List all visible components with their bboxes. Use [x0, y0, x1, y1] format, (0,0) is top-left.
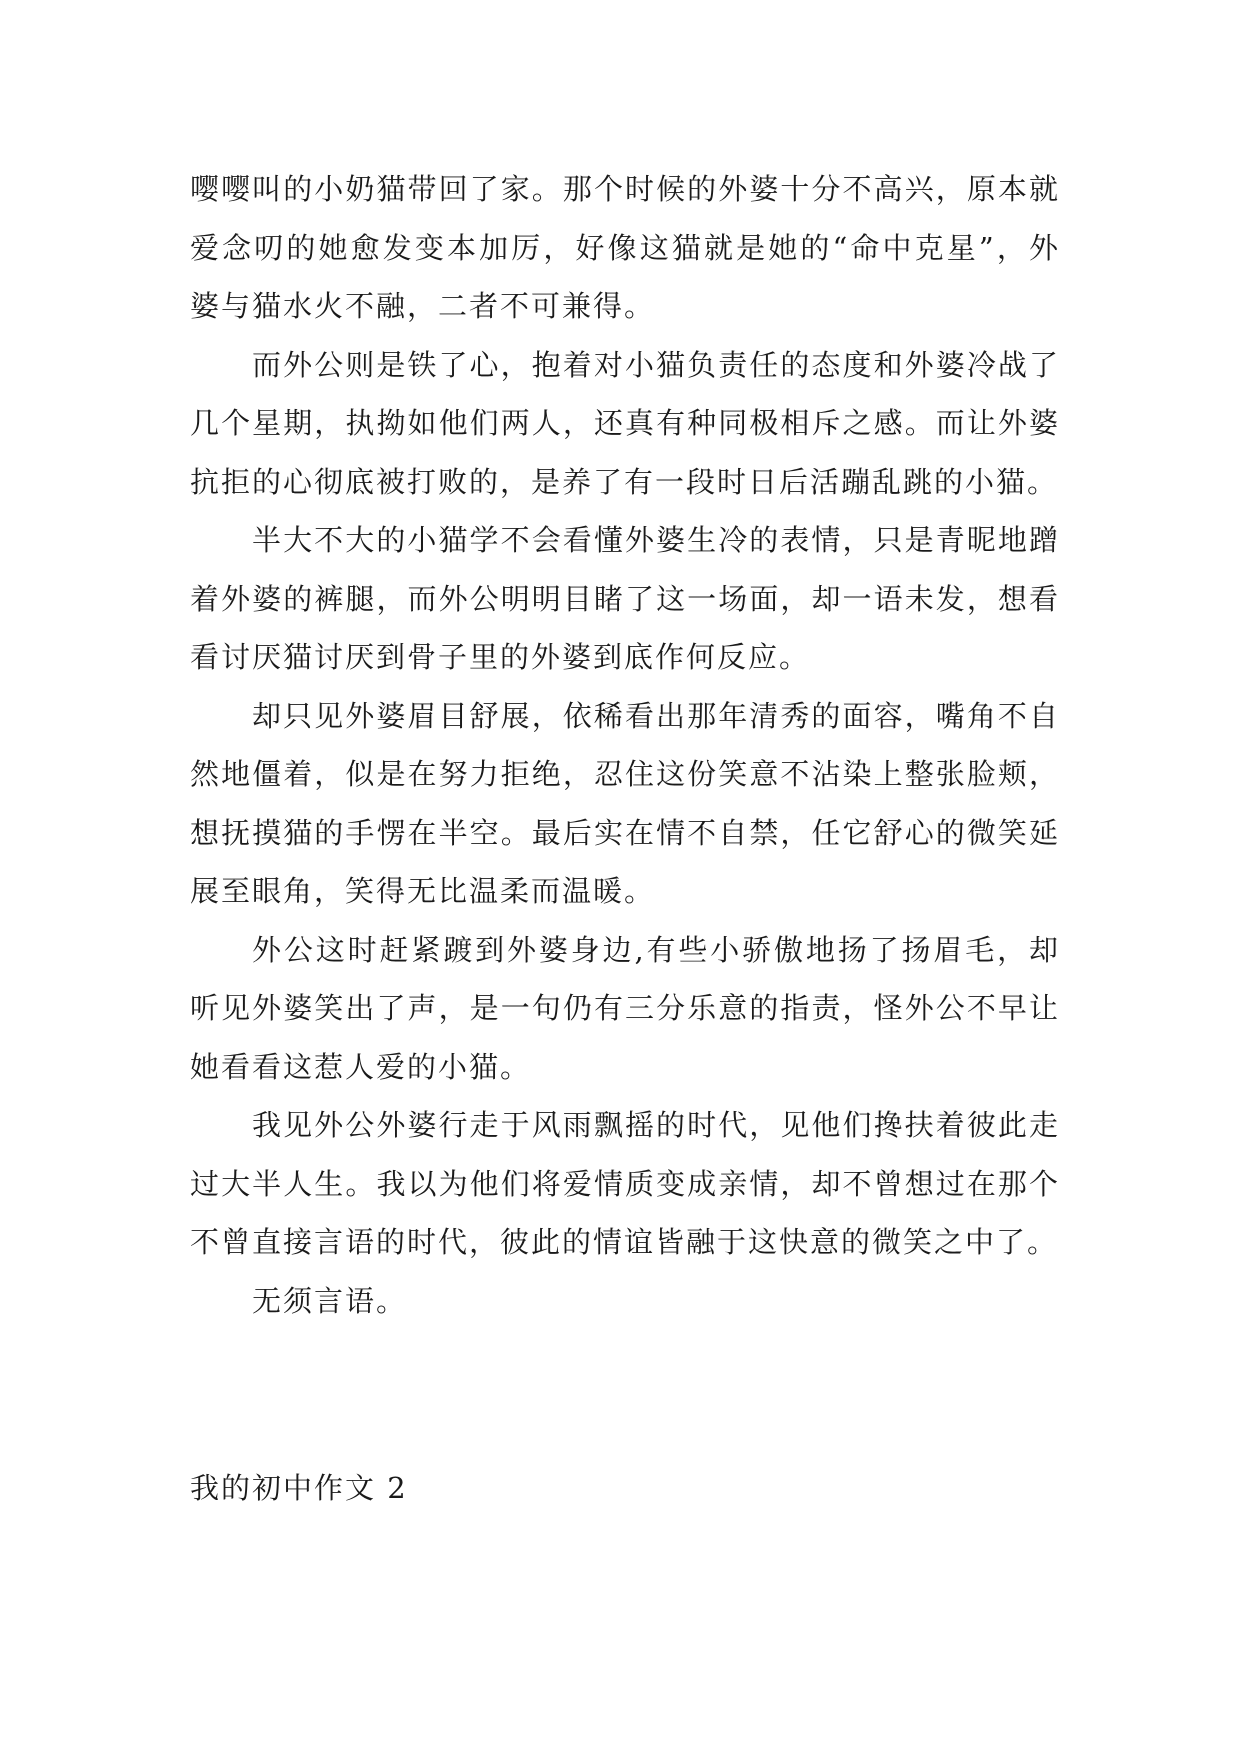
paragraph: 我见外公外婆行走于风雨飘摇的时代，见他们搀扶着彼此走过大半人生。我以为他们将爱情质变成亲情，却不曾想过在那个不曾直接言语的时代，彼此的情谊皆融于这快意的微笑之中了。 — [190, 1108, 1060, 1259]
paragraph: 却只见外婆眉目舒展，依稀看出那年清秀的面容，嘴角不自然地僵着，似是在努力拒绝，忍住这份笑意不沾染上整张脸颊，想抚摸猫的手愣在半空。最后实在情不自禁，任它舒心的微笑延展至眼角，笑得无比温柔而温暖。 — [190, 698, 1060, 908]
paragraph: 而外公则是铁了心，抱着对小猫负责任的态度和外婆冷战了几个星期，执拗如他们两人，还真有种同极相斥之感。而让外婆抗拒的心彻底被打败的，是养了有一段时日后活蹦乱跳的小猫。 — [190, 347, 1060, 499]
paragraph-closing: 无须言语。 — [252, 1283, 408, 1318]
paragraph: 外公这时赶紧踱到外婆身边,有些小骄傲地扬了扬眉毛，却听见外婆笑出了声，是一句仍有三分乐意的指责，怪外公不早让她看看这惹人爱的小猫。 — [190, 932, 1060, 1084]
paragraph-continued: 嘤嘤叫的小奶猫带回了家。那个时候的外婆十分不高兴，原本就爱念叨的她愈发变本加厉，好像这猫就是她的“命中克星”，外婆与猫水火不融，二者不可兼得。 — [190, 172, 1060, 323]
section-title: 我的初中作文 2 — [190, 1471, 408, 1505]
essay-body — [190, 160, 1060, 1330]
paragraph: 半大不大的小猫学不会看懂外婆生冷的表情，只是青昵地蹭着外婆的裤腿，而外公明明目睹了这一场面，却一语未发，想看看讨厌猫讨厌到骨子里的外婆到底作何反应。 — [190, 523, 1060, 674]
